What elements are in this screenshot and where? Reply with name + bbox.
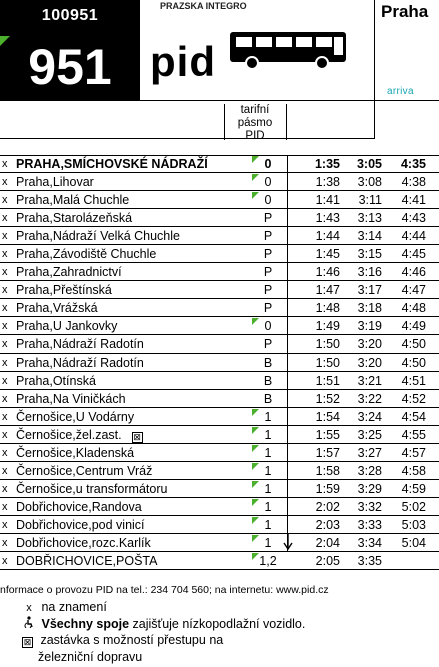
header-divider [374,0,375,139]
line-number-box [0,0,140,100]
row-divider [0,569,439,570]
departure-time: 3:32 [357,499,382,514]
request-stop-mark: x [2,374,8,387]
request-stop-mark: x [2,356,8,369]
tariff-zone: 1 [264,481,272,496]
tariff-zone: 1 [264,445,272,460]
departure-time: 4:49 [401,319,426,334]
stop-name [16,426,224,444]
departure-time: 1:54 [315,409,340,424]
departure-time: 4:48 [401,301,426,316]
stop-name [16,498,224,516]
wheelchair-icon [20,616,38,631]
departure-time: 4:57 [401,445,426,460]
table-row [0,372,439,390]
departure-time: 1:58 [315,463,340,478]
request-stop-mark: x [2,176,8,189]
stop-name-text: Dobřichovice,rozc.Karlík [16,535,151,550]
departure-time: 4:35 [400,157,426,171]
request-stop-mark: x [2,392,8,405]
stop-name-text: Černošice,U Vodárny [16,409,135,424]
departure-time: 1:41 [315,193,340,208]
stop-name [16,462,224,480]
departure-time: 3:21 [357,373,382,388]
tariff-zone: P [263,247,273,262]
legend-text: zajišťuje nízkopodlažní vozidlo. [129,617,306,631]
stop-name [16,480,224,498]
departure-time: 3:24 [357,409,382,424]
stop-name-text: Černošice,žel.zast. [16,427,122,442]
request-stop-mark: x [2,194,8,207]
stop-name [16,335,224,353]
table-row [0,498,439,516]
departure-time: 3:25 [357,427,382,442]
zone-column-border [286,104,287,140]
tariff-zone: 1 [264,409,272,424]
tariff-zone: P [263,265,273,280]
tariff-zone: P [263,301,273,316]
stop-name-text: Černošice,Centrum Vráž [16,463,153,478]
departure-time: 2:05 [315,554,340,569]
tariff-zone: 0 [264,193,272,208]
legend-text: železniční dopravu [38,650,143,664]
stop-name [16,227,224,245]
departure-time: 1:51 [315,373,340,388]
request-stop-mark: x [2,302,8,315]
departure-time: 2:02 [315,499,340,514]
stop-name [16,155,224,173]
table-row [0,227,439,245]
tariff-zone: P [263,211,273,226]
table-row [0,173,439,191]
legend-bold-text: Všechny spoje [41,617,130,631]
request-stop-mark: x [2,410,8,423]
stop-name [16,299,224,317]
stop-name-text: Praha,Starolázeňská [16,211,133,226]
tariff-zone: 1 [264,427,272,442]
tariff-zone: P [263,337,273,352]
table-row [0,534,439,552]
departure-time: 3:14 [357,229,382,244]
legend-text: na znamení [41,600,107,614]
stop-name [16,281,224,299]
departure-time: 3:27 [357,445,382,460]
departure-time: 3:29 [357,481,382,496]
stop-name-text: Praha,Nádraží Velká Chuchle [16,229,180,244]
tariff-zone: 1 [264,535,272,550]
stop-name [16,191,224,209]
table-row [0,155,439,173]
tariff-zone: 0 [264,157,272,171]
stop-name-text: Praha,Nádraží Radotín [16,355,144,370]
stop-name [16,263,224,281]
table-row [0,444,439,462]
departure-time: 3:05 [356,157,382,171]
table-row [0,335,439,353]
destination: Praha [381,2,429,21]
departure-time: 3:20 [357,355,382,370]
departure-time: 1:35 [314,157,340,171]
tariff-zone: P [263,283,273,298]
departure-time: 4:46 [401,265,426,280]
timetable-header [0,0,439,142]
departure-time: 4:58 [401,463,426,478]
departure-time: 4:43 [401,211,426,226]
departure-time: 4:44 [401,229,426,244]
departure-time: 3:22 [357,391,382,406]
departure-time: 5:04 [401,535,426,550]
departure-time: 3:19 [357,319,382,334]
line-id: 100951 [41,7,99,24]
departure-time: 2:04 [315,535,340,550]
times-column-border [287,155,288,551]
stop-name [16,317,224,335]
departure-time: 1:44 [315,229,340,244]
tariff-zone: B [263,373,273,388]
table-row [0,191,439,209]
table-row [0,408,439,426]
departure-time: 3:28 [357,463,382,478]
stop-name-text: Praha,Na Viničkách [16,391,126,406]
departure-time: 3:15 [357,247,382,262]
tariff-zone: 1 [264,499,272,514]
departure-time: 4:38 [401,175,426,190]
table-row [0,299,439,317]
stop-name [16,372,224,390]
stop-name [16,444,224,462]
table-row [0,390,439,408]
tariff-zone: 1 [264,517,272,532]
table-row [0,354,439,372]
table-row [0,426,439,444]
table-row [0,480,439,498]
zone-header-line: pásmo [237,117,273,129]
departure-time: 3:20 [357,337,382,352]
departure-time: 3:18 [357,301,382,316]
tariff-zone: P [263,229,273,244]
stop-name-text: Praha,Zahradnictví [16,265,122,280]
zone-header-line: PID [245,130,265,142]
stop-name [16,534,224,552]
table-row [0,317,439,335]
departure-time: 4:50 [401,337,426,352]
departure-time: 3:33 [357,517,382,532]
stop-name [16,552,224,570]
request-stop-mark: x [2,338,8,351]
stop-name-text: Praha,U Jankovky [16,319,118,334]
request-stop-mark: x [2,428,8,441]
table-bottom-line [0,551,439,552]
departure-time: 4:47 [401,283,426,298]
stop-name-text: Praha,Otínská [16,373,96,388]
departure-time: 2:03 [315,517,340,532]
legend-text: zastávka s možností přestupu na [40,633,224,647]
stop-name-text: Dobřichovice,Randova [16,499,142,514]
stop-name [16,354,224,372]
stop-name-text: Dobřichovice,pod vinicí [16,517,145,532]
pid-logo: pid [150,38,216,85]
request-stop-mark: x [2,320,8,333]
departure-time [386,552,426,570]
departure-time: 5:03 [401,517,426,532]
departure-time: 4:59 [401,481,426,496]
tariff-zone: 1,2 [259,554,277,569]
departure-time: 1:43 [315,211,340,226]
stop-name [16,209,224,227]
table-row [0,245,439,263]
tariff-zone: 0 [264,175,272,190]
request-stop-mark: x [2,518,8,531]
departure-time: 1:38 [315,175,340,190]
departure-time: 1:59 [315,481,340,496]
departure-time: 3:34 [357,535,382,550]
tariff-zone: 0 [264,319,272,334]
departure-time: 3:13 [357,211,382,226]
departure-time: 1:49 [315,319,340,334]
departure-time: 3:35 [357,554,382,569]
departure-time: 4:51 [401,373,426,388]
departure-time: 4:55 [401,427,426,442]
departure-time: 4:52 [401,391,426,406]
request-stop-mark: x [2,482,8,495]
request-stop-mark: x [2,158,8,170]
departure-time: 4:50 [401,355,426,370]
stop-name [16,516,224,534]
table-row [0,263,439,281]
stop-name-text: Praha,Závodiště Chuchle [16,247,157,262]
request-stop-mark: x [2,446,8,459]
stop-name [16,245,224,263]
organizer-name: PRAZSKA INTEGRO [160,1,247,11]
tariff-zone: 1 [264,463,272,478]
departure-time: 3:11 [358,193,382,208]
tariff-zone: B [263,355,273,370]
request-stop-mark: x [2,555,8,568]
departure-time: 1:52 [315,391,340,406]
stop-name-text: Černošice,Kladenská [16,445,135,460]
stop-name [16,390,224,408]
departure-time: 3:16 [357,265,382,280]
departure-time: 1:55 [315,427,340,442]
stop-name-text: DOBŘICHOVICE,POŠTA [16,554,158,569]
legend-low-floor [20,616,305,631]
transfer-icon: ⊠ [23,637,32,647]
departure-time: 5:02 [401,499,426,514]
departure-time: 3:08 [357,175,382,190]
request-stop-mark: x [2,212,8,225]
table-row [0,209,439,227]
stop-name [16,173,224,191]
departure-time: 1:50 [315,355,340,370]
request-stop-mark: x [2,266,8,279]
request-stop-mark: x [2,536,8,549]
departure-time: 1:45 [315,247,340,262]
stop-name-text: PRAHA,SMÍCHOVSKÉ NÁDRAŽÍ [16,157,208,171]
departure-time: 1:57 [315,445,340,460]
stop-name-text: Praha,Přeštínská [16,283,112,298]
stop-name-text: Praha,Vrážská [16,301,98,316]
zone-header-line: tarifní [240,104,270,116]
stop-name-text: Černošice,u transformátoru [16,481,168,496]
departure-time: 1:48 [315,301,340,316]
departure-time: 1:47 [315,283,340,298]
table-row [0,462,439,480]
request-stop-mark: x [2,284,8,297]
legend-transfer [20,633,223,648]
request-stop-mark: x [2,464,8,477]
line-number: 951 [28,39,112,95]
departure-time: 4:45 [401,247,426,262]
transfer-icon: ⊠ [133,431,141,442]
request-stop-mark: x [2,230,8,243]
operator-logo: arriva [387,86,414,97]
route-end-arrow-icon [283,534,293,550]
table-row [0,552,439,570]
stop-list [0,155,439,570]
departure-time: 4:41 [401,193,426,208]
request-stop-mark: x [2,248,8,261]
departure-time: 3:17 [357,283,382,298]
tariff-zone: B [263,391,273,406]
table-row [0,281,439,299]
departure-time: 4:54 [401,409,426,424]
header-separator [0,138,374,139]
stop-name-text: Praha,Lihovar [16,175,94,190]
legend-request-stop [20,600,107,614]
departure-time: 1:50 [315,337,340,352]
legend-transfer-cont [38,650,142,664]
request-stop-symbol: x [26,602,32,614]
bus-icon [228,28,348,70]
stop-name-text: Praha,Nádraží Radotín [16,337,144,352]
request-stop-mark: x [2,500,8,513]
departure-time: 1:46 [315,265,340,280]
header-separator [0,100,439,101]
pid-info: nformace o provozu PID na tel.: 234 704 560; na internetu: www.pid.cz [0,584,329,596]
stop-name [16,408,224,426]
table-row [0,516,439,534]
stop-name-text: Praha,Malá Chuchle [16,193,130,208]
